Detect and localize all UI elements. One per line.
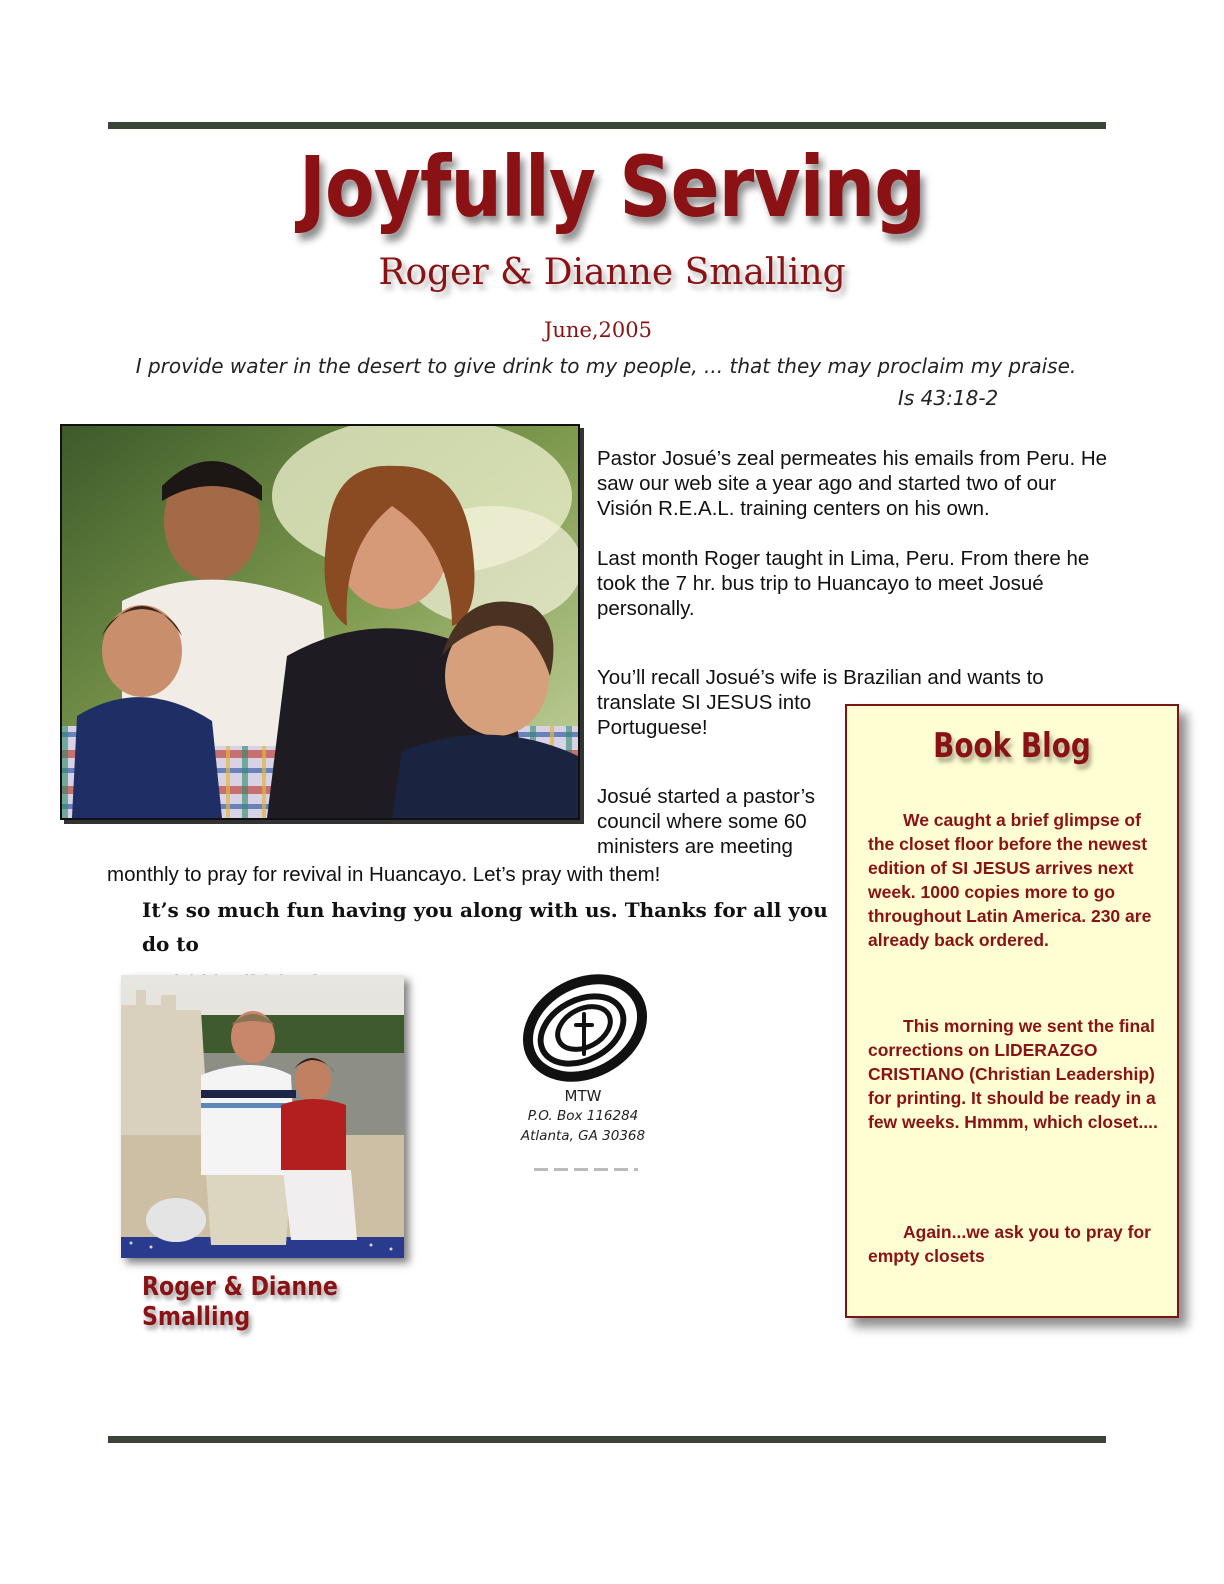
address-line-2: Atlanta, GA 30368 — [520, 1128, 646, 1144]
newsletter-title: Joyfully Serving — [298, 138, 926, 236]
book-blog-paragraph-1-text: We caught a brief glimpse of the closet floor before the newest edition of SI JESUS arrives next week. 1000 copies more to go throughout Latin America. 230 are already back ordered. — [868, 810, 1152, 950]
photo-caption: Roger & Dianne Smalling — [142, 1272, 338, 1332]
family-photo — [60, 424, 580, 820]
book-blog-paragraph-1 — [868, 808, 1168, 952]
article-paragraph-4-start: Josué started a pastor’s council where some 60 ministers are meeting — [597, 785, 816, 858]
thanks-line-1: It’s so much fun having you along with us. Thanks for all you do to — [142, 898, 828, 956]
faint-text-remnant — [534, 1168, 638, 1171]
book-blog-paragraph-2-text: This morning we sent the final corrections on LIDERAZGO CRISTIANO (Christian Leadership) for printing. It should be ready in a few weeks. Hmmm, which closet.... — [868, 1016, 1158, 1132]
top-rule — [108, 122, 1106, 129]
couple-photo — [121, 975, 404, 1258]
book-blog-paragraph-3 — [868, 1220, 1168, 1268]
scripture-verse: I provide water in the desert to give drink to my people, ... that they may proclaim my praise. — [135, 354, 1077, 378]
article-paragraph-3-rest: translate SI JESUS into Portuguese! — [597, 691, 812, 739]
bottom-rule — [108, 1436, 1106, 1443]
article-paragraph-2: Last month Roger taught in Lima, Peru. From there he took the 7 hr. bus trip to Huancayo to meet Josué personally. — [597, 547, 1090, 620]
book-blog-box — [845, 704, 1179, 1318]
book-blog-paragraph-2 — [868, 1014, 1168, 1134]
newsletter-subtitle: Roger & Dianne Smalling — [378, 252, 846, 293]
book-blog-paragraph-3-text: Again...we ask you to pray for empty closets — [868, 1222, 1151, 1266]
issue-date: June,2005 — [543, 318, 652, 342]
article-paragraph-4-end: monthly to pray for revival in Huancayo. Let’s pray with them! — [107, 863, 661, 886]
book-blog-title: Book Blog — [933, 726, 1091, 766]
scripture-reference: Is 43:18-2 — [898, 386, 999, 410]
article-paragraph-1: Pastor Josué’s zeal permeates his emails from Peru. He saw our web site a year ago and started two of our Visión R.E.A.L. training centers on his own. — [597, 447, 1108, 520]
org-name: MTW — [564, 1087, 602, 1105]
mtw-logo-icon — [518, 972, 652, 1084]
article-paragraph-3-line1: You’ll recall Josué’s wife is Brazilian and wants to — [597, 666, 1044, 689]
address-line-1: P.O. Box 116284 — [527, 1108, 639, 1124]
